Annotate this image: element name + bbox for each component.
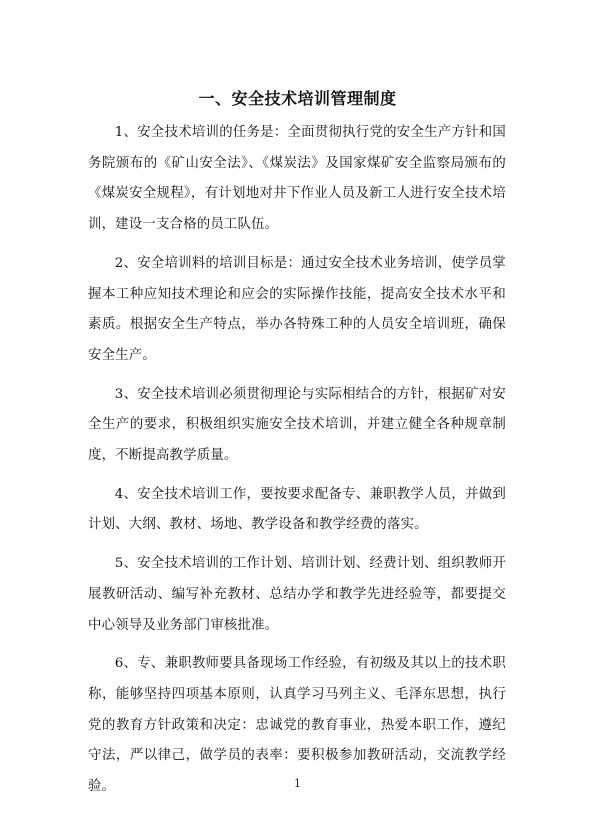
page-number: 1 [294, 777, 301, 790]
document-title: 一、安全技术培训管理制度 [198, 89, 397, 108]
paragraph-4: 4、安全技术培训工作，要按要求配备专、兼职教学人员，并做到计划、大纲、教材、场地、教学设备和教学经费的落实。 [88, 486, 506, 533]
paragraph-6: 6、专、兼职教师要具备现场工作经验，有初级及其以上的技术职称，能够坚持四项基本原则，认真学习马列主义、毛泽东思想，执行党的教育方针政策和决定：忠诚党的教育事业，热爱本职工作，遵纪守法，严以律己，做学员的表率：要积极参加教研活动，交流教学经验。 [88, 656, 506, 795]
paragraph-5: 5、安全技术培训的工作计划、培训计划、经费计划、组织教师开展教研活动、编写补充教材、总结办学和教学先进经验等，都要提交中心领导及业务部门审核批准。 [88, 556, 506, 633]
paragraph-2: 2、安全培训料的培训目标是：通过安全技术业务培训，使学员掌握本工种应知技术理论和应会的实际操作技能，提高安全技术水平和素质。根据安全生产特点，举办各特殊工种的人员安全培训班，确保安全生产。 [88, 255, 506, 363]
paragraph-1: 1、安全技术培训的任务是：全面贯彻执行党的安全生产方针和国务院颁布的《矿山安全法》、《煤炭法》及国家煤矿安全监察局颁布的《煤炭安全规程》，有计划地对井下作业人员及新工人进行安全技术培训，建设一支合格的员工队伍。 [88, 125, 506, 233]
paragraph-3: 3、安全技术培训必须贯彻理论与实际相结合的方针，根据矿对安全生产的要求，积极组织实施安全技术培训，并建立健全各种规章制度，不断提高教学质量。 [88, 386, 506, 464]
document-body [88, 118, 506, 811]
